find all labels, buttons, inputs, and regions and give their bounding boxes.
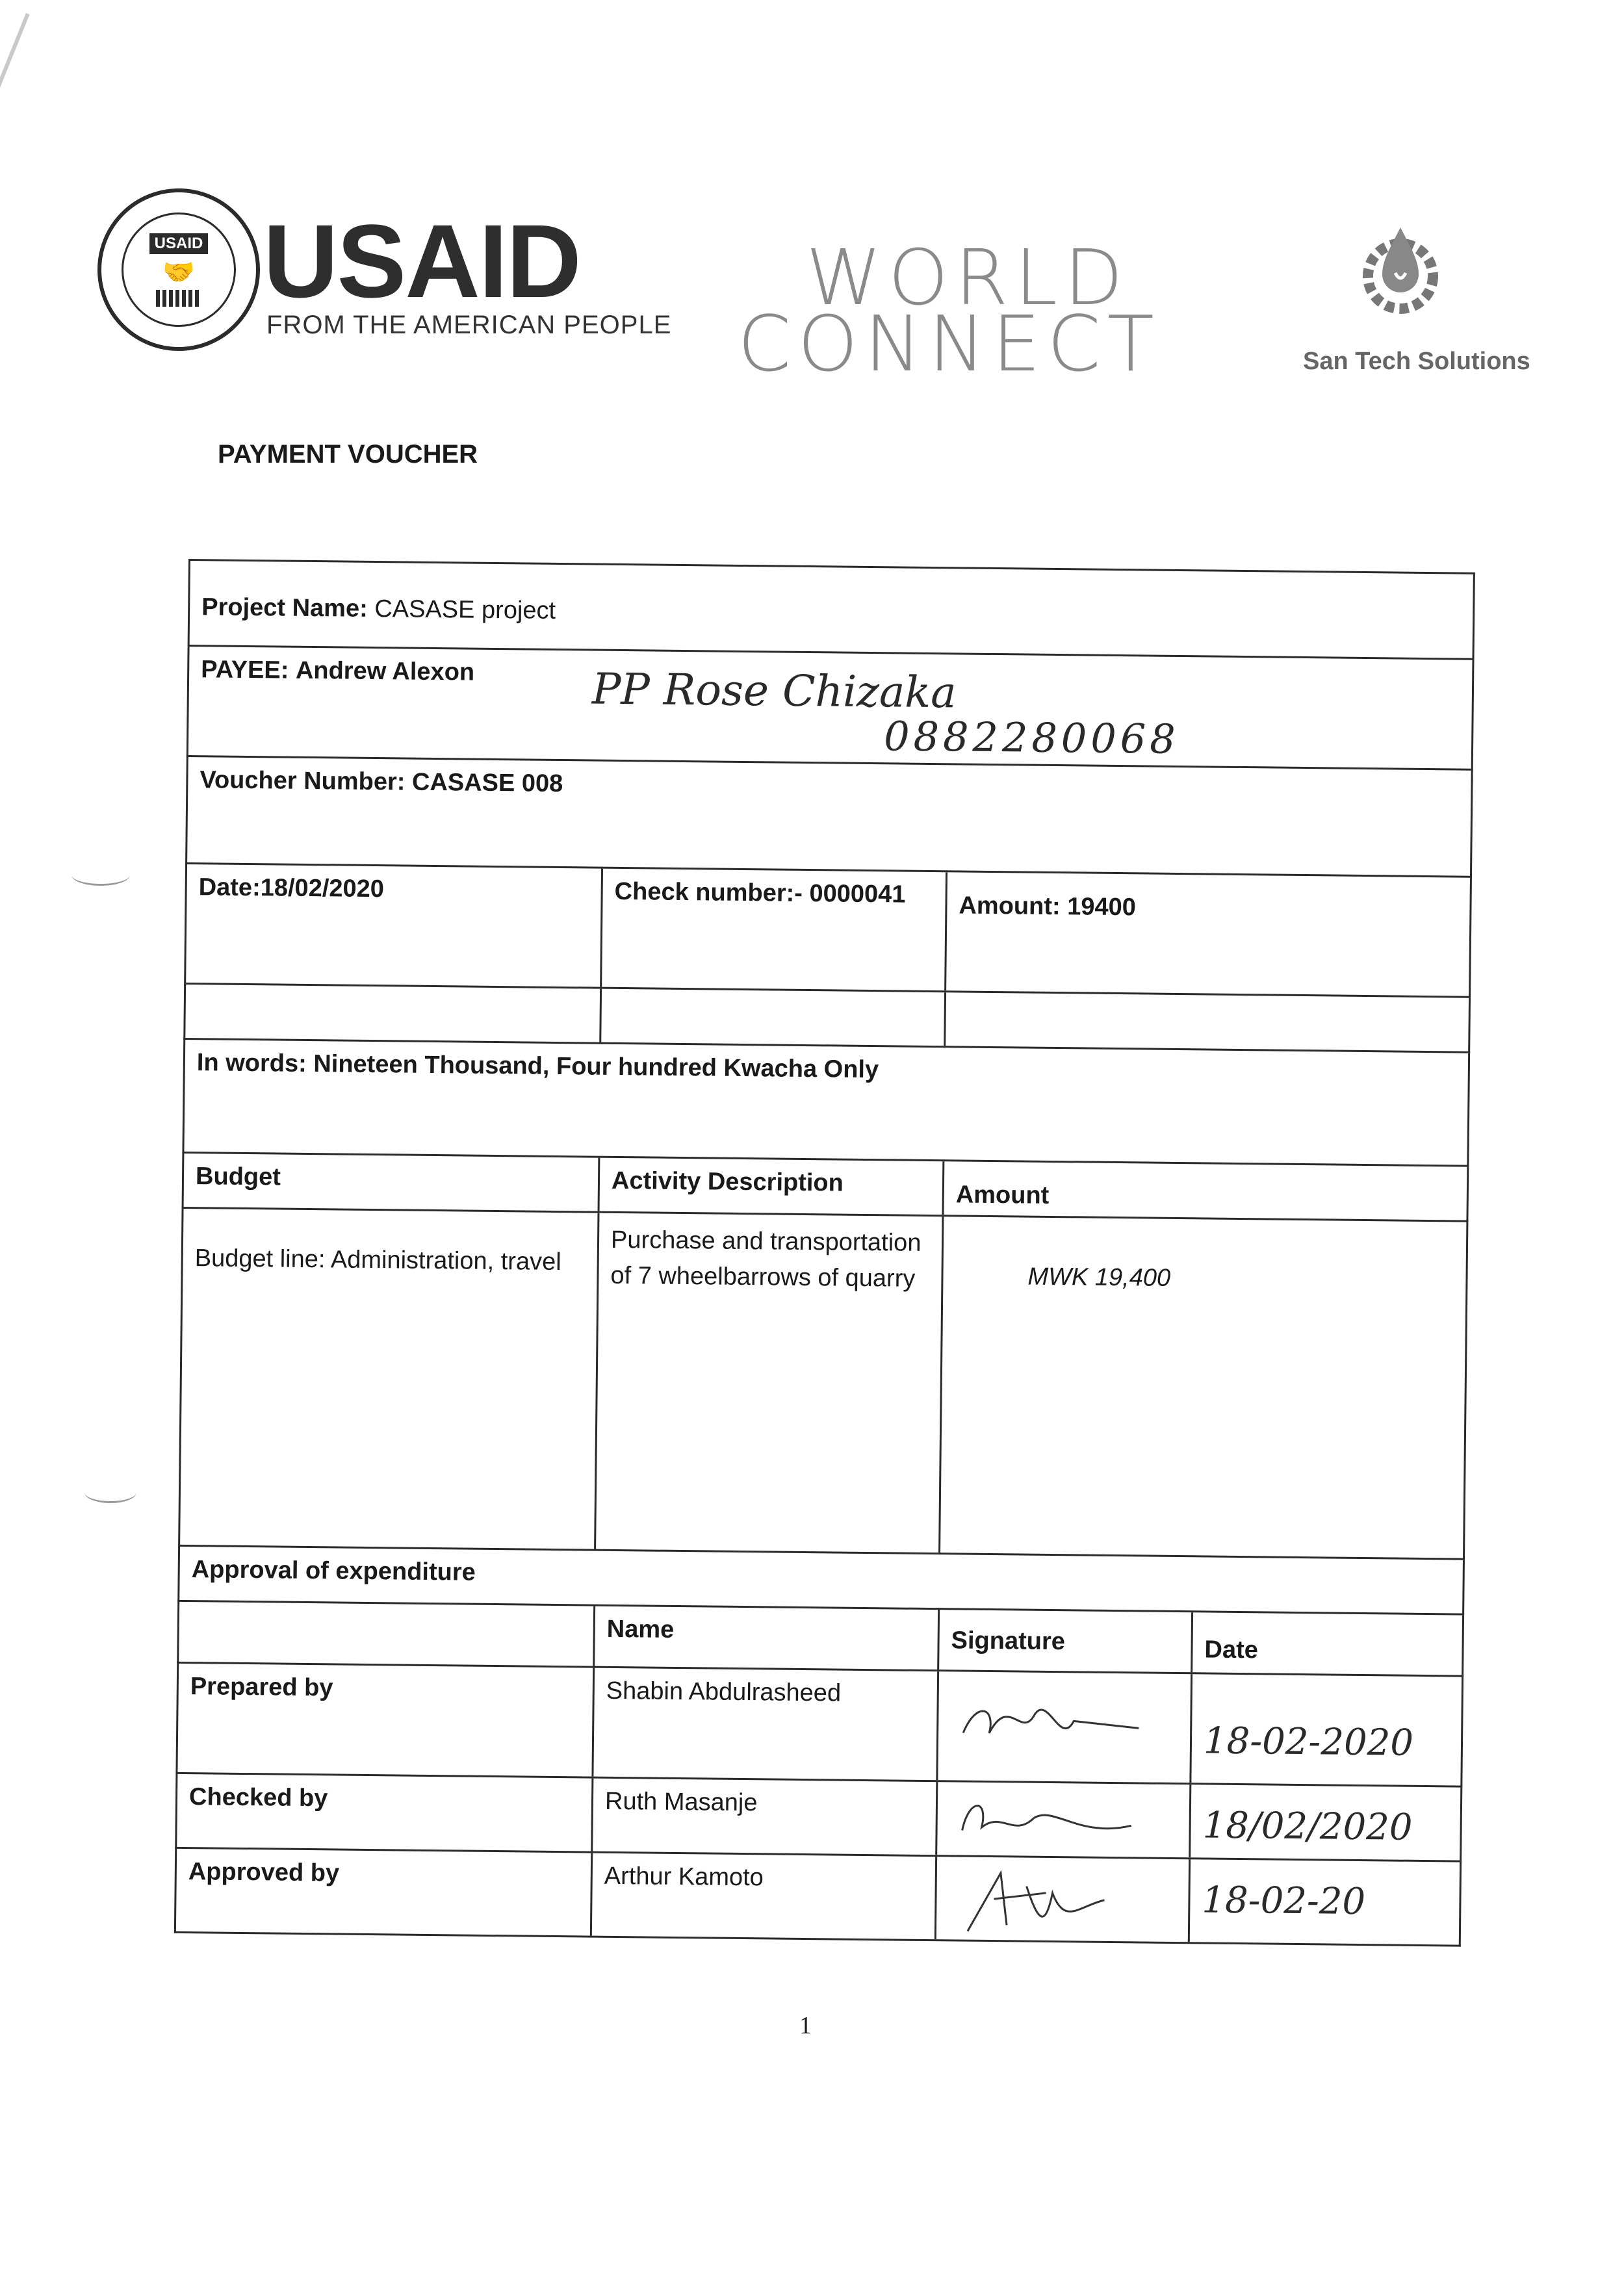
usaid-wordmark: USAID	[263, 203, 580, 319]
signature-scribble	[938, 1671, 1192, 1783]
budget-header: Budget	[184, 1153, 600, 1211]
world-connect-logo-line2: CONNECT	[738, 299, 1161, 389]
approval-role: Checked by	[177, 1774, 593, 1851]
approval-date-header: Date	[1204, 1636, 1259, 1664]
date-value: 18/02/2020	[260, 874, 385, 903]
signature-icon	[949, 1791, 1144, 1851]
project-cell	[190, 561, 1473, 644]
approval-row-prepared	[175, 1664, 1463, 1788]
date-label: Date:	[198, 873, 261, 902]
check-number-value: 0000041	[809, 880, 906, 909]
blank-cell	[601, 989, 946, 1046]
payee-label: PAYEE:	[200, 656, 289, 684]
approval-date: 18/02/2020	[1202, 1804, 1413, 1849]
budget-body-row	[178, 1209, 1468, 1560]
approval-name-header: Name	[595, 1606, 940, 1670]
voucher-number-value: CASASE 008	[411, 768, 563, 798]
voucher-number-row	[185, 757, 1473, 878]
handwritten-phone-number: 0882280068	[883, 712, 1180, 763]
activity-description-cell: Purchase and transportation of 7 wheelbarrows of quarry	[596, 1213, 944, 1553]
amount-cell	[946, 872, 1470, 996]
page-number: 1	[799, 2012, 812, 2039]
san-tech-gear-drop-icon	[1355, 214, 1446, 318]
approval-date: 18-02-2020	[1203, 1720, 1414, 1764]
payment-voucher-table	[174, 559, 1475, 1947]
approval-role-header	[179, 1602, 595, 1666]
usaid-seal-tag: USAID	[149, 233, 209, 254]
approval-row-approved	[174, 1849, 1462, 1947]
amount-value: 19400	[1066, 893, 1137, 921]
page-title: PAYMENT VOUCHER	[218, 440, 478, 469]
signature-scribble	[936, 1857, 1191, 1942]
signature-scribble	[937, 1782, 1191, 1857]
usaid-tagline: FROM THE AMERICAN PEOPLE	[266, 311, 672, 339]
handshake-icon: 🤝	[162, 257, 195, 287]
margin-mark	[84, 1482, 136, 1503]
approval-title: Approval of expenditure	[191, 1556, 476, 1586]
approval-signature-header: Signature	[939, 1610, 1193, 1672]
signature-icon	[948, 1866, 1144, 1939]
blank-cell	[946, 992, 1469, 1051]
scan-artifact-line	[0, 13, 30, 268]
usaid-seal-logo	[97, 188, 260, 351]
world-connect-logo-line1: WORLD	[806, 233, 1130, 322]
project-row	[188, 559, 1475, 660]
date-cell	[186, 864, 603, 987]
check-number-label: Check number:-	[614, 877, 803, 907]
amount-label: Amount:	[959, 892, 1061, 921]
in-words-label: In words:	[196, 1049, 307, 1077]
signature-icon	[950, 1681, 1146, 1760]
date-check-amount-row	[184, 864, 1472, 998]
approval-name: Ruth Masanje	[593, 1779, 938, 1855]
project-label: Project Name:	[201, 593, 368, 623]
approval-date: 18-02-20	[1202, 1879, 1366, 1924]
approval-name: Shabin Abdulrasheed	[593, 1668, 939, 1781]
approval-row-checked	[175, 1774, 1462, 1862]
activity-description-header: Activity Description	[600, 1158, 945, 1215]
budget-amount-cell: MWK 19,400	[1027, 1263, 1171, 1292]
stars-stripes-icon	[156, 290, 201, 307]
in-words-value: Nineteen Thousand, Four hundred Kwacha Only	[313, 1050, 879, 1084]
budget-line-cell: Budget line: Administration, travel	[180, 1209, 599, 1549]
approval-name: Arthur Kamoto	[592, 1853, 937, 1940]
payee-value: Andrew Alexon	[295, 656, 475, 686]
approval-role: Prepared by	[177, 1664, 595, 1777]
approval-role: Approved by	[176, 1849, 593, 1936]
voucher-number-label: Voucher Number:	[200, 766, 406, 796]
payee-row	[187, 647, 1475, 771]
handwritten-payee-name: PP Rose Chizaka	[591, 664, 957, 718]
san-tech-name: San Tech Solutions	[1303, 348, 1530, 375]
amount-header: Amount	[955, 1181, 1050, 1209]
check-number-cell	[602, 869, 947, 991]
project-value: CASASE project	[374, 595, 556, 625]
margin-mark	[71, 864, 130, 886]
blank-cell	[185, 985, 602, 1042]
usaid-seal-center	[122, 213, 236, 327]
in-words-row	[182, 1040, 1470, 1167]
